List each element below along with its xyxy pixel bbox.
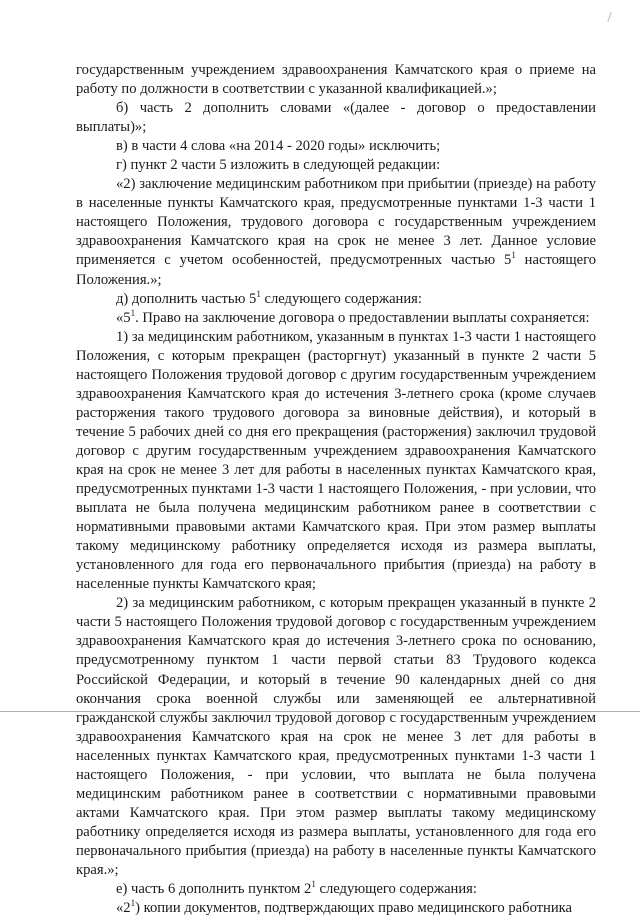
paragraph-text-after: следующего содержания: <box>260 290 422 307</box>
paragraph-item-1 <box>76 328 596 595</box>
paragraph-text: е) часть 6 дополнить пунктом 2 <box>116 881 312 898</box>
document-body <box>76 61 596 918</box>
superscript: 1 <box>130 898 136 909</box>
superscript: 1 <box>130 307 136 318</box>
paragraph-text: в) в части 4 слова «на 2014 - 2020 годы» исключить; <box>116 138 441 155</box>
scan-speck <box>607 12 611 22</box>
paragraph-g-quote <box>76 175 596 289</box>
paragraph-b <box>76 99 596 137</box>
paragraph-text: б) часть 2 дополнить словами «(далее - договор о предоставлении выплаты)»; <box>76 100 596 136</box>
paragraph-d <box>76 290 596 309</box>
paragraph-text: 2) за медицинским работником, с которым прекращен указанный в пункте 2 части 5 настоящего Положения трудовой договор с государственным учреждением здравоохранения Камчатского края до истечения 3-летнего срока по основанию, предусмотренному пунктом 1 части первой статьи 83 Трудового кодекса Российской Федерации, и который в течение 90 календарных дней со дня окончания срока военной службы или заменяющей ее альтернативной гражданской службы заключил трудовой договор с государственным учреждением здравоохранения Камчатского края на срок не менее 3 лет для работы в населенных пунктах Камчатского края, предусмотренных пунктами 1-3 части 1 настоящего Положения, - при условии, что выплата не была получена медицинским работником ранее в соответствии с нормативными правовыми актами Камчатского края. При этом размер выплаты такому медицинскому работнику определяется исходя из размера выплаты, установленного для года его первоначального прибытия (приезда) на работу в населенные пункты Камчатского края.»; <box>76 595 596 878</box>
paragraph-text-after: настоящего Положения.»; <box>76 252 596 288</box>
superscript: 1 <box>511 250 516 261</box>
paragraph-text: г) пункт 2 части 5 изложить в следующей редакции: <box>116 157 441 174</box>
paragraph-e <box>76 880 596 899</box>
paragraph-text-after: . Право на заключение договора о предоставлении выплаты сохраняется: <box>135 309 590 326</box>
paragraph-text: 1) за медицинским работником, указанным в пунктах 1-3 части 1 настоящего Положения, с которым прекращен (расторгнут) указанный в пункте 2 части 5 настоящего Положения трудовой договор с другим государственным учреждением здравоохранения Камчатского края до истечения 3-летнего срока (кроме случаев расторжения такого трудового договора за виновные действия), и который в течение 5 рабочих дней со дня его прекращения (расторжения) заключил трудовой договор с другим государственным учреждением здравоохранения Камчатского края на срок не менее 3 лет для работы в населенных пунктах Камчатского края, предусмотренных пунктами 1-3 части 1 настоящего Положения, - при условии, что выплата не была получена медицинским работником ранее в соответствии с нормативными правовыми актами Камчатского края. При этом размер выплаты такому медицинскому работнику определяется исходя из размера выплаты, установленного для года его первоначального прибытия (приезда) на работу в населенные пункты Камчатского края; <box>76 328 596 593</box>
paragraph-text: д) дополнить частью 5 <box>116 290 257 307</box>
paragraph-text: государственным учреждением здравоохранения Камчатского края о приеме на работу по должности в соответствии с указанной квалификацией.»; <box>76 62 596 98</box>
paragraph-item-2 <box>76 594 596 880</box>
paragraph-text: «2) заключение медицинским работником при прибытии (приезде) на работу в населенные пункты Камчатского края, предусмотренные пунктами 1-3 части 1 настоящего Положения, трудового договора с государственным учреждением здравоохранения Камчатского края на срок не менее 3 лет. Данное условие применяется с учетом особенностей, предусмотренных частью 5 <box>76 176 596 269</box>
paragraph-text-after: следующего содержания: <box>315 881 477 898</box>
superscript: 1 <box>256 288 261 299</box>
paragraph-text: «5 <box>116 309 131 326</box>
paragraph-text-after: ) копии документов, подтверждающих право медицинского работника <box>135 900 573 917</box>
paragraph-g <box>76 156 596 175</box>
superscript: 1 <box>311 879 316 890</box>
paragraph-v <box>76 137 596 156</box>
paragraph-text: «2 <box>116 900 131 917</box>
paragraph-2-1 <box>76 899 596 918</box>
paragraph-1 <box>76 61 596 99</box>
paragraph-5-1 <box>76 309 596 328</box>
